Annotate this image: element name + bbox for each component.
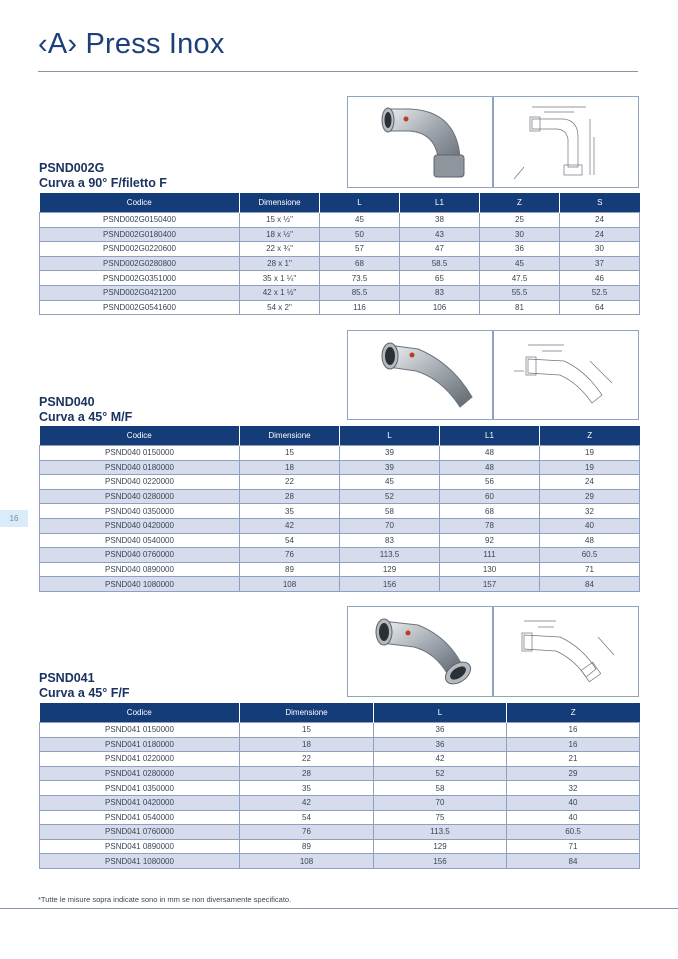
table-cell: 64: [560, 300, 640, 315]
table-row: [40, 723, 640, 738]
table-cell: 50: [320, 227, 400, 242]
table-row: [40, 810, 640, 825]
table-cell: 58.5: [400, 256, 480, 271]
column-header: Codice: [40, 193, 240, 213]
product-images-psnd002g: [347, 96, 639, 188]
table-cell: 19: [540, 460, 640, 475]
section-name-psnd041: Curva a 45° F/F: [39, 686, 130, 700]
product-code-cell: PSND041 0540000: [40, 810, 240, 825]
table-cell: 30: [480, 227, 560, 242]
column-header: Dimensione: [240, 426, 340, 446]
column-header: L1: [400, 193, 480, 213]
table-cell: 111: [440, 548, 540, 563]
table-cell: 40: [540, 518, 640, 533]
table-header-row: [40, 426, 640, 446]
spec-table-psnd002g: [39, 193, 640, 315]
product-code-cell: PSND041 0150000: [40, 723, 240, 738]
table-cell: 85.5: [320, 285, 400, 300]
table-cell: 84: [540, 577, 640, 592]
table-cell: 24: [560, 227, 640, 242]
section-code-psnd041: PSND041: [39, 671, 95, 685]
table-cell: 54: [240, 810, 374, 825]
table-cell: 89: [240, 839, 374, 854]
column-header: Z: [507, 703, 640, 723]
table-cell: 78: [440, 518, 540, 533]
table-cell: 35: [240, 781, 374, 796]
table-cell: 52: [340, 489, 440, 504]
product-code-cell: PSND040 0280000: [40, 489, 240, 504]
table-row: [40, 562, 640, 577]
table-cell: 52.5: [560, 285, 640, 300]
table-row: [40, 489, 640, 504]
column-header: L1: [440, 426, 540, 446]
table-header-row: [40, 193, 640, 213]
product-photo: [347, 606, 493, 697]
footer-divider: [0, 908, 678, 909]
product-code-cell: PSND041 0180000: [40, 737, 240, 752]
product-code-cell: PSND002G0180400: [40, 227, 240, 242]
table-cell: 35 x 1 ¼": [240, 271, 320, 286]
table-cell: 28 x 1": [240, 256, 320, 271]
product-code-cell: PSND040 0890000: [40, 562, 240, 577]
table-cell: 57: [320, 242, 400, 257]
table-cell: 42: [240, 795, 374, 810]
product-code-cell: PSND002G0351000: [40, 271, 240, 286]
table-cell: 54: [240, 533, 340, 548]
product-images-psnd040: [347, 330, 639, 420]
table-cell: 32: [507, 781, 640, 796]
table-cell: 39: [340, 460, 440, 475]
product-code-cell: PSND041 0760000: [40, 825, 240, 840]
page-title: ‹A› Press Inox: [38, 28, 225, 60]
column-header: Z: [480, 193, 560, 213]
product-code-cell: PSND041 0220000: [40, 752, 240, 767]
table-cell: 48: [540, 533, 640, 548]
technical-drawing: [493, 606, 639, 697]
column-header: Dimensione: [240, 193, 320, 213]
product-code-cell: PSND040 0420000: [40, 518, 240, 533]
column-header: L: [320, 193, 400, 213]
column-header: S: [560, 193, 640, 213]
section-name-psnd002g: Curva a 90° F/filetto F: [39, 176, 167, 190]
table-cell: 40: [507, 810, 640, 825]
table-row: [40, 285, 640, 300]
table-cell: 48: [440, 446, 540, 461]
table-cell: 129: [340, 562, 440, 577]
table-cell: 35: [240, 504, 340, 519]
product-code-cell: PSND040 0180000: [40, 460, 240, 475]
table-cell: 83: [400, 285, 480, 300]
product-code-cell: PSND040 0540000: [40, 533, 240, 548]
column-header: Z: [540, 426, 640, 446]
table-cell: 22: [240, 752, 374, 767]
table-row: [40, 781, 640, 796]
table-cell: 58: [374, 781, 507, 796]
table-cell: 70: [374, 795, 507, 810]
table-cell: 52: [374, 766, 507, 781]
column-header: L: [340, 426, 440, 446]
table-row: [40, 795, 640, 810]
section-name-psnd040: Curva a 45° M/F: [39, 410, 133, 424]
table-cell: 45: [480, 256, 560, 271]
table-cell: 46: [560, 271, 640, 286]
table-cell: 19: [540, 446, 640, 461]
table-cell: 129: [374, 839, 507, 854]
table-cell: 116: [320, 300, 400, 315]
table-cell: 81: [480, 300, 560, 315]
table-cell: 48: [440, 460, 540, 475]
table-cell: 36: [480, 242, 560, 257]
table-cell: 47: [400, 242, 480, 257]
table-row: [40, 518, 640, 533]
table-cell: 21: [507, 752, 640, 767]
product-code-cell: PSND040 0350000: [40, 504, 240, 519]
table-cell: 37: [560, 256, 640, 271]
table-cell: 24: [540, 475, 640, 490]
spec-table-psnd041: [39, 703, 640, 869]
table-cell: 71: [540, 562, 640, 577]
table-cell: 15 x ½": [240, 213, 320, 228]
product-code-cell: PSND041 0890000: [40, 839, 240, 854]
table-cell: 65: [400, 271, 480, 286]
table-cell: 83: [340, 533, 440, 548]
table-row: [40, 737, 640, 752]
table-cell: 45: [320, 213, 400, 228]
table-cell: 36: [374, 737, 507, 752]
table-cell: 15: [240, 723, 374, 738]
table-cell: 60: [440, 489, 540, 504]
table-cell: 108: [240, 854, 374, 869]
table-cell: 56: [440, 475, 540, 490]
table-cell: 43: [400, 227, 480, 242]
table-row: [40, 300, 640, 315]
table-row: [40, 227, 640, 242]
product-code-cell: PSND040 0760000: [40, 548, 240, 563]
table-cell: 29: [540, 489, 640, 504]
product-code-cell: PSND040 0150000: [40, 446, 240, 461]
product-photo: [347, 330, 493, 420]
table-cell: 32: [540, 504, 640, 519]
column-header: Codice: [40, 703, 240, 723]
table-cell: 70: [340, 518, 440, 533]
table-cell: 28: [240, 766, 374, 781]
section-code-psnd040: PSND040: [39, 395, 95, 409]
table-row: [40, 446, 640, 461]
product-code-cell: PSND002G0150400: [40, 213, 240, 228]
product-photo: [347, 96, 493, 188]
table-row: [40, 475, 640, 490]
table-cell: 68: [440, 504, 540, 519]
column-header: Codice: [40, 426, 240, 446]
table-row: [40, 854, 640, 869]
product-code-cell: PSND040 0220000: [40, 475, 240, 490]
section-code-psnd002g: PSND002G: [39, 161, 105, 175]
table-cell: 18: [240, 460, 340, 475]
table-cell: 42 x 1 ½": [240, 285, 320, 300]
table-cell: 60.5: [507, 825, 640, 840]
column-header: Dimensione: [240, 703, 374, 723]
table-cell: 89: [240, 562, 340, 577]
table-cell: 157: [440, 577, 540, 592]
table-row: [40, 256, 640, 271]
product-code-cell: PSND002G0280800: [40, 256, 240, 271]
product-code-cell: PSND041 1080000: [40, 854, 240, 869]
product-code-cell: PSND041 0280000: [40, 766, 240, 781]
column-header: L: [374, 703, 507, 723]
table-cell: 22 x ¾": [240, 242, 320, 257]
table-cell: 58: [340, 504, 440, 519]
table-row: [40, 460, 640, 475]
table-cell: 45: [340, 475, 440, 490]
product-code-cell: PSND002G0541600: [40, 300, 240, 315]
table-row: [40, 839, 640, 854]
technical-drawing: [493, 330, 639, 420]
footnote: *Tutte le misure sopra indicate sono in mm se non diversamente specificato.: [38, 895, 292, 904]
table-cell: 156: [340, 577, 440, 592]
table-cell: 39: [340, 446, 440, 461]
table-cell: 92: [440, 533, 540, 548]
table-cell: 18 x ½": [240, 227, 320, 242]
table-row: [40, 504, 640, 519]
spec-table-psnd040: [39, 426, 640, 592]
table-cell: 108: [240, 577, 340, 592]
table-cell: 76: [240, 825, 374, 840]
product-images-psnd041: [347, 606, 639, 697]
table-row: [40, 577, 640, 592]
table-cell: 68: [320, 256, 400, 271]
table-row: [40, 752, 640, 767]
table-cell: 73.5: [320, 271, 400, 286]
table-cell: 55.5: [480, 285, 560, 300]
product-code-cell: PSND002G0220600: [40, 242, 240, 257]
table-cell: 42: [374, 752, 507, 767]
table-cell: 16: [507, 737, 640, 752]
table-cell: 47.5: [480, 271, 560, 286]
table-cell: 106: [400, 300, 480, 315]
table-cell: 30: [560, 242, 640, 257]
table-row: [40, 766, 640, 781]
product-code-cell: PSND040 1080000: [40, 577, 240, 592]
table-cell: 113.5: [374, 825, 507, 840]
table-cell: 113.5: [340, 548, 440, 563]
technical-drawing: [493, 96, 639, 188]
table-cell: 75: [374, 810, 507, 825]
table-cell: 40: [507, 795, 640, 810]
table-cell: 15: [240, 446, 340, 461]
table-cell: 29: [507, 766, 640, 781]
product-code-cell: PSND041 0420000: [40, 795, 240, 810]
table-row: [40, 533, 640, 548]
table-cell: 22: [240, 475, 340, 490]
table-row: [40, 242, 640, 257]
table-cell: 24: [560, 213, 640, 228]
table-cell: 71: [507, 839, 640, 854]
table-cell: 84: [507, 854, 640, 869]
table-cell: 38: [400, 213, 480, 228]
table-cell: 36: [374, 723, 507, 738]
page-number: 16: [0, 510, 28, 527]
title-divider: [38, 71, 638, 72]
table-cell: 28: [240, 489, 340, 504]
table-cell: 54 x 2": [240, 300, 320, 315]
table-cell: 18: [240, 737, 374, 752]
table-cell: 25: [480, 213, 560, 228]
product-code-cell: PSND002G0421200: [40, 285, 240, 300]
table-row: [40, 825, 640, 840]
table-cell: 60.5: [540, 548, 640, 563]
table-cell: 42: [240, 518, 340, 533]
table-header-row: [40, 703, 640, 723]
table-row: [40, 548, 640, 563]
table-cell: 76: [240, 548, 340, 563]
product-code-cell: PSND041 0350000: [40, 781, 240, 796]
table-cell: 16: [507, 723, 640, 738]
table-cell: 156: [374, 854, 507, 869]
table-cell: 130: [440, 562, 540, 577]
table-row: [40, 213, 640, 228]
table-row: [40, 271, 640, 286]
